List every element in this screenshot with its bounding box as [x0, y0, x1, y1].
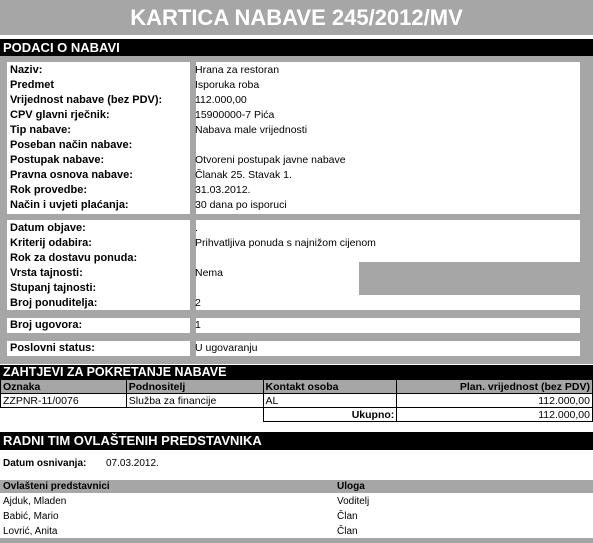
col-oznaka: Oznaka: [1, 380, 127, 394]
section-heading-zahtjevi: ZAHTJEVI ZA POKRETANJE NABAVE: [0, 365, 593, 379]
bottom-bar: [0, 538, 593, 543]
total-value: 112.000,00: [397, 408, 593, 422]
group1-box: [7, 62, 580, 214]
field-label: CPV glavni rječnik:: [10, 109, 110, 121]
col-podnositelj: Podnositelj: [126, 380, 263, 394]
col-kontakt: Kontakt osoba: [263, 380, 397, 394]
field-label: Pravna osnova nabave:: [10, 169, 133, 181]
field-value: 15900000-7 Pića: [195, 109, 275, 121]
field-label: Vrijednost nabave (bez PDV):: [10, 94, 163, 106]
field-value: 2: [195, 297, 201, 309]
group2-box: [7, 220, 580, 310]
field-value: .: [195, 222, 198, 234]
field-label: Naziv:: [10, 64, 43, 76]
member-name: Lovrić, Anita: [3, 526, 58, 537]
field-label: Broj ponuditelja:: [10, 297, 98, 309]
section-heading-radni-tim: RADNI TIM OVLAŠTENIH PREDSTAVNIKA: [0, 432, 593, 450]
field-label: Predmet: [10, 79, 55, 91]
col-predstavnici: Ovlašteni predstavnici: [3, 481, 110, 492]
field-value: 30 dana po isporuci: [195, 199, 287, 211]
datum-osnivanja-label: Datum osnivanja:: [3, 458, 87, 469]
field-value: 112.000,00: [195, 94, 247, 106]
broj-ugovora-box: [7, 318, 580, 333]
zahtjevi-header-row: [1, 380, 593, 394]
field-label: Tip nabave:: [10, 124, 71, 136]
field-value: Isporuka roba: [195, 79, 260, 91]
total-label: Ukupno:: [263, 408, 397, 422]
member-role: Član: [337, 511, 358, 522]
field-label: Postupak nabave:: [10, 154, 105, 166]
podaci-panel: [0, 56, 593, 364]
field-label: Rok provedbe:: [10, 184, 88, 196]
field-value: Otvoreni postupak javne nabave: [195, 154, 346, 166]
member-role: Član: [337, 526, 358, 537]
cell-kontakt: AL: [263, 394, 397, 408]
broj-ugovora-value: 1: [195, 319, 201, 331]
zahtjevi-table: [0, 379, 593, 422]
cell-oznaka: ZZPNR-11/0076: [1, 394, 127, 408]
member-role: Voditelj: [337, 496, 370, 507]
field-label: Poseban način nabave:: [10, 139, 133, 151]
member-name: Babić, Mario: [3, 511, 59, 522]
field-label: Kriterij odabira:: [10, 237, 92, 249]
members-header: [0, 480, 593, 493]
poslovni-status-label: Poslovni status:: [10, 342, 95, 354]
field-value: Hrana za restoran: [195, 64, 280, 76]
grey-filler: [359, 262, 580, 295]
total-row: [1, 408, 593, 422]
field-label: Datum objave:: [10, 222, 86, 234]
datum-osnivanja-value: 07.03.2012.: [106, 458, 159, 469]
poslovni-status-box: [7, 341, 580, 356]
field-label: Vrsta tajnosti:: [10, 267, 83, 279]
field-value: Nabava male vrijednosti: [195, 124, 308, 136]
col-vrijednost: Plan. vrijednost (bez PDV): [397, 380, 593, 394]
field-value: 31.03.2012.: [195, 184, 251, 196]
section-heading-podaci: PODACI O NABAVI: [0, 39, 593, 56]
table-row[interactable]: [1, 394, 593, 408]
field-label: Rok za dostavu ponuda:: [10, 252, 138, 264]
field-label: Stupanj tajnosti:: [10, 282, 97, 294]
poslovni-status-value: U ugovaranju: [195, 342, 258, 354]
broj-ugovora-label: Broj ugovora:: [10, 319, 83, 331]
field-label: Način i uvjeti plaćanja:: [10, 199, 129, 211]
page-title: KARTICA NABAVE 245/2012/MV: [0, 0, 593, 35]
cell-vrijednost: 112.000,00: [397, 394, 593, 408]
field-value: Nema: [195, 267, 224, 279]
cell-podnositelj: Služba za financije: [126, 394, 263, 408]
member-name: Ajduk, Mladen: [3, 496, 67, 507]
field-value: Prihvatljiva ponuda s najnižom cijenom: [195, 237, 376, 249]
field-value: Članak 25. Stavak 1.: [195, 169, 292, 181]
col-uloga: Uloga: [337, 481, 365, 492]
